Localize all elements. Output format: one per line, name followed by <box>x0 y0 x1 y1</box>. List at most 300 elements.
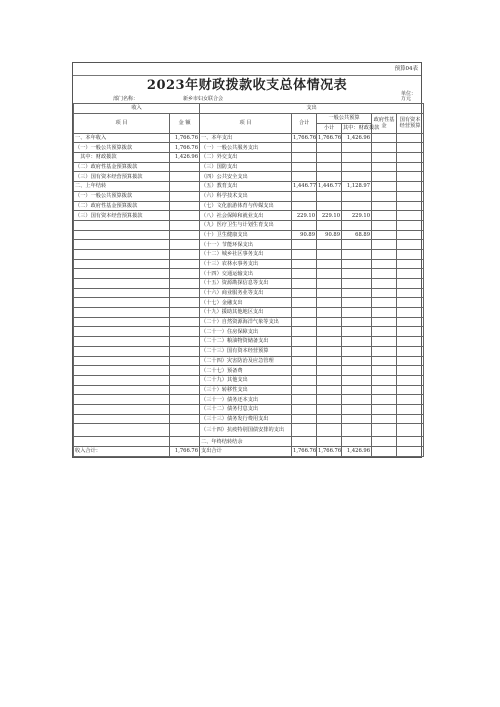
income-item-header: 项 目 <box>74 113 170 133</box>
total-cell <box>292 298 317 308</box>
financial-cell <box>342 437 372 447</box>
income-item-cell <box>74 414 170 424</box>
income-amount-cell: 1,426.96 <box>170 153 200 163</box>
table-row <box>74 327 424 337</box>
income-item-cell: 二、上年结转 <box>74 182 170 192</box>
total-cell <box>292 172 317 182</box>
expense-item-cell: （十二）城乡社区事务支出 <box>200 249 292 259</box>
state-capital-cell <box>397 172 424 182</box>
subtotal-cell <box>317 201 342 211</box>
gov-fund-cell <box>372 385 397 395</box>
subtotal-cell: 1,766.76 <box>318 135 342 142</box>
income-item-cell <box>74 424 170 437</box>
financial-cell <box>342 201 372 211</box>
income-amount-cell <box>170 375 200 385</box>
gov-fund-cell <box>372 201 397 211</box>
general-budget-header: 一般公共预算 <box>317 113 372 123</box>
gov-fund-cell <box>372 298 397 308</box>
state-capital-cell <box>397 279 424 289</box>
financial-cell <box>342 288 372 298</box>
income-item-cell <box>74 317 170 327</box>
expense-item-cell: （二十三）国有资本经营预算 <box>200 346 292 356</box>
expense-item-cell: （二十二）粮油物资储备支出 <box>200 337 292 347</box>
subtotal-cell <box>317 424 342 437</box>
income-item-cell <box>74 259 170 269</box>
table-row <box>74 437 424 447</box>
income-item-cell <box>74 366 170 376</box>
financial-cell <box>342 308 372 318</box>
subtotal-cell <box>317 375 342 385</box>
total-cell <box>292 346 317 356</box>
table-row <box>74 211 424 221</box>
expense-item-cell: （五）教育支出 <box>200 182 292 192</box>
table-row <box>74 375 424 385</box>
subtotal-cell <box>317 279 342 289</box>
financial-cell <box>342 375 372 385</box>
financial-cell <box>342 317 372 327</box>
state-capital-cell <box>397 437 424 447</box>
income-item-cell <box>74 404 170 414</box>
state-capital-cell <box>397 249 424 259</box>
gov-fund-cell <box>372 366 397 376</box>
income-item-cell <box>74 308 170 318</box>
income-amount-cell <box>170 317 200 327</box>
total-cell <box>292 279 317 289</box>
expense-item-cell: （三十二）债务付息支出 <box>200 404 292 414</box>
table-row <box>74 288 424 298</box>
income-item-cell: （三）国有资本经营预算拨款 <box>74 172 170 182</box>
subtotal-cell <box>317 366 342 376</box>
income-amount-cell <box>170 211 200 221</box>
expense-item-cell: （八）社会保障和就业支出 <box>200 211 292 221</box>
expense-item-cell: （十六）商业服务业等支出 <box>200 288 292 298</box>
total-cell <box>292 385 317 395</box>
income-amount-cell: 1,766.76 <box>170 133 200 143</box>
expense-total-cell: 1,766.76 <box>293 448 317 455</box>
subtotal-cell <box>317 240 342 250</box>
expense-financial-cell: 1,426.96 <box>342 447 372 457</box>
gov-fund-cell <box>372 230 397 240</box>
state-capital-cell <box>397 201 424 211</box>
gov-fund-cell <box>372 191 397 201</box>
subtotal-cell <box>317 191 342 201</box>
state-capital-cell <box>397 308 424 318</box>
subtotal-cell <box>317 249 342 259</box>
total-cell <box>292 220 317 230</box>
table-row <box>74 366 424 376</box>
income-item-cell <box>74 356 170 366</box>
financial-cell <box>342 298 372 308</box>
state-capital-cell <box>397 346 424 356</box>
financial-cell <box>342 424 372 437</box>
income-amount-cell: 1,766.76 <box>170 143 200 153</box>
expense-item-cell: （三十四）抗疫特别国债安排的支出 <box>200 424 292 437</box>
table-row <box>74 279 424 289</box>
financial-cell <box>342 395 372 405</box>
income-item-cell: （二）政府性基金预算拨款 <box>74 201 170 211</box>
table-row <box>74 162 424 172</box>
expense-item-header: 项 目 <box>200 113 292 133</box>
subtotal-cell <box>317 346 342 356</box>
expense-item-cell: （三十）转移性支出 <box>200 385 292 395</box>
gov-fund-cell <box>372 395 397 405</box>
expense-item-cell: （十）卫生健康支出 <box>200 230 292 240</box>
subtotal-cell <box>317 288 342 298</box>
total-cell <box>292 259 317 269</box>
subtotal-cell <box>317 317 342 327</box>
financial-cell <box>342 153 372 163</box>
income-amount-cell <box>170 172 200 182</box>
financial-cell <box>342 356 372 366</box>
total-cell <box>292 404 317 414</box>
income-amount-cell <box>170 308 200 318</box>
financial-cell: 68.89 <box>342 230 372 240</box>
expense-item-cell: （二十）自然资源海洋气象等支出 <box>200 317 292 327</box>
subtotal-cell <box>317 162 342 172</box>
subtotal-cell <box>317 395 342 405</box>
income-amount-cell <box>170 259 200 269</box>
gov-fund-cell <box>372 279 397 289</box>
income-amount-cell <box>170 437 200 447</box>
income-amount-cell <box>170 337 200 347</box>
table-row <box>74 143 424 153</box>
total-cell <box>292 191 317 201</box>
total-cell: 1,766.76 <box>293 135 317 142</box>
gov-fund-cell <box>372 259 397 269</box>
total-cell <box>292 153 317 163</box>
income-item-cell <box>74 385 170 395</box>
income-amount-cell <box>170 346 200 356</box>
totals-row <box>74 447 424 457</box>
income-amount-cell <box>170 366 200 376</box>
income-item-cell <box>74 230 170 240</box>
financial-cell <box>342 385 372 395</box>
table-row <box>74 201 424 211</box>
expense-item-cell: （十一）节能环保支出 <box>200 240 292 250</box>
financial-cell <box>342 269 372 279</box>
subtotal-cell <box>317 404 342 414</box>
expense-total-label: 支出合计 <box>200 447 292 457</box>
income-item-cell <box>74 327 170 337</box>
expense-item-cell: （三十三）债务发行费用支出 <box>200 414 292 424</box>
financial-cell <box>342 337 372 347</box>
income-amount-cell <box>170 424 200 437</box>
income-item-cell <box>74 437 170 447</box>
total-cell <box>292 424 317 437</box>
total-cell <box>292 308 317 318</box>
income-item-cell <box>74 269 170 279</box>
budget-table <box>73 103 424 457</box>
state-capital-cell <box>397 356 424 366</box>
income-amount-cell <box>170 220 200 230</box>
total-header: 合计 <box>292 113 317 133</box>
total-cell <box>292 327 317 337</box>
income-item-cell: 一、本年收入 <box>74 133 170 143</box>
income-amount-header: 金 额 <box>170 113 200 133</box>
expense-item-cell: （一）一般公共服务支出 <box>200 143 292 153</box>
table-row <box>74 424 424 437</box>
income-amount-cell <box>170 201 200 211</box>
table-frame <box>72 62 422 458</box>
gov-fund-cell <box>372 317 397 327</box>
financial-cell <box>342 366 372 376</box>
subtotal-cell: 90.89 <box>317 230 342 240</box>
income-item-cell: 其中：财政拨款 <box>74 153 170 163</box>
income-item-cell <box>74 375 170 385</box>
state-capital-cell <box>397 211 424 221</box>
income-item-cell: （一）一般公共预算拨款 <box>74 143 170 153</box>
financial-cell <box>342 327 372 337</box>
expense-item-cell: （二）外交支出 <box>200 153 292 163</box>
income-item-cell <box>74 395 170 405</box>
gov-fund-cell <box>372 172 397 182</box>
income-header: 收入 <box>74 104 200 114</box>
state-capital-cell <box>397 133 424 143</box>
income-amount-cell <box>170 269 200 279</box>
expense-item-cell: （十九）援助其他地区支出 <box>200 308 292 318</box>
state-capital-cell <box>397 162 424 172</box>
table-row <box>74 414 424 424</box>
gov-fund-cell <box>372 346 397 356</box>
state-capital-cell <box>397 182 424 192</box>
total-cell <box>292 249 317 259</box>
gov-fund-cell <box>372 143 397 153</box>
subtotal-cell <box>317 172 342 182</box>
income-amount-cell <box>170 182 200 192</box>
expense-item-cell: （三十一）债务还本支出 <box>200 395 292 405</box>
table-row <box>74 172 424 182</box>
income-item-cell <box>74 249 170 259</box>
income-item-cell <box>74 346 170 356</box>
state-capital-cell <box>397 414 424 424</box>
financial-cell <box>342 249 372 259</box>
state-capital-cell <box>397 153 424 163</box>
total-cell: 90.89 <box>292 230 317 240</box>
total-cell <box>292 288 317 298</box>
gov-fund-header: 政府性基金 <box>372 113 397 133</box>
table-row <box>74 395 424 405</box>
expense-item-cell: 二、年终结转结余 <box>200 437 292 447</box>
state-capital-cell <box>397 288 424 298</box>
subtotal-cell <box>317 269 342 279</box>
income-item-cell: （三）国有资本经营预算拨款 <box>74 211 170 221</box>
subtotal-cell <box>317 414 342 424</box>
income-item-cell <box>74 298 170 308</box>
state-capital-cell <box>397 337 424 347</box>
table-row <box>74 240 424 250</box>
gov-fund-cell <box>372 288 397 298</box>
expense-item-cell: （二十一）住房保障支出 <box>200 327 292 337</box>
total-cell: 229.10 <box>292 211 317 221</box>
expense-item-cell: （二十四）灾害防治及应急管理 <box>200 356 292 366</box>
income-amount-cell <box>170 327 200 337</box>
financial-cell <box>342 240 372 250</box>
total-cell <box>292 143 317 153</box>
gov-fund-cell <box>372 211 397 221</box>
financial-cell <box>342 143 372 153</box>
page-title: 2023年财政拨款收支总体情况表 <box>146 78 348 93</box>
financial-cell <box>342 414 372 424</box>
state-capital-cell <box>397 298 424 308</box>
expense-item-cell: （三）国防支出 <box>200 162 292 172</box>
gov-fund-cell <box>372 308 397 318</box>
expense-item-cell: （十五）资源勘探信息等支出 <box>200 279 292 289</box>
state-capital-cell <box>397 317 424 327</box>
income-total-amount: 1,766.76 <box>170 447 200 457</box>
state-capital-cell <box>397 395 424 405</box>
income-amount-cell <box>170 230 200 240</box>
financial-cell <box>342 191 372 201</box>
subtotal-cell <box>317 153 342 163</box>
state-capital-cell <box>397 259 424 269</box>
table-row <box>74 133 424 143</box>
subtotal-cell <box>317 308 342 318</box>
expense-header: 支出 <box>200 104 424 114</box>
income-amount-cell <box>170 191 200 201</box>
total-cell <box>292 162 317 172</box>
financial-cell: 229.10 <box>342 211 372 221</box>
total-cell <box>292 437 317 447</box>
gov-fund-cell <box>372 356 397 366</box>
table-row <box>74 346 424 356</box>
gov-fund-cell <box>372 182 397 192</box>
gov-fund-total-cell <box>372 447 397 457</box>
subtotal-cell <box>317 259 342 269</box>
financial-cell <box>342 172 372 182</box>
total-cell <box>292 317 317 327</box>
gov-fund-cell <box>372 220 397 230</box>
state-capital-cell <box>397 191 424 201</box>
table-row <box>74 220 424 230</box>
table-row <box>74 317 424 327</box>
subtotal-cell <box>317 337 342 347</box>
budget-sheet <box>72 62 422 458</box>
income-amount-cell <box>170 404 200 414</box>
expense-item-cell: （十四）交通运输支出 <box>200 269 292 279</box>
table-row <box>74 404 424 414</box>
income-amount-cell <box>170 240 200 250</box>
financial-cell <box>342 404 372 414</box>
gov-fund-cell <box>372 153 397 163</box>
subtotal-cell: 229.10 <box>317 211 342 221</box>
income-amount-cell <box>170 249 200 259</box>
table-row <box>74 385 424 395</box>
expense-item-cell: （六）科学技术支出 <box>200 191 292 201</box>
financial-cell <box>342 279 372 289</box>
form-code-bar <box>73 63 421 76</box>
subtotal-cell <box>317 327 342 337</box>
subtotal-cell <box>317 220 342 230</box>
table-row <box>74 182 424 192</box>
expense-item-cell: （二十九）其他支出 <box>200 375 292 385</box>
income-amount-cell <box>170 162 200 172</box>
gov-fund-cell <box>372 424 397 437</box>
subtotal-cell <box>317 437 342 447</box>
income-amount-cell <box>170 395 200 405</box>
gov-fund-cell <box>372 437 397 447</box>
unit-label: 单位：万元 <box>401 91 417 102</box>
subtotal-header: 小计 <box>317 123 342 133</box>
income-item-cell: （一）一般公共预算拨款 <box>74 191 170 201</box>
financial-cell <box>342 220 372 230</box>
total-cell <box>292 414 317 424</box>
income-item-cell: （二）政府性基金预算拨款 <box>74 162 170 172</box>
income-item-cell <box>74 220 170 230</box>
income-total-label: 收入合计： <box>74 447 170 457</box>
total-cell <box>292 395 317 405</box>
income-item-cell <box>74 337 170 347</box>
state-capital-cell <box>397 404 424 414</box>
income-item-cell <box>74 288 170 298</box>
subtotal-cell <box>317 298 342 308</box>
gov-fund-cell <box>372 249 397 259</box>
expense-item-cell: （九）医疗卫生与计划生育支出 <box>200 220 292 230</box>
subtotal-cell <box>317 385 342 395</box>
table-row <box>74 249 424 259</box>
table-row <box>74 230 424 240</box>
total-cell <box>292 356 317 366</box>
income-amount-cell <box>170 298 200 308</box>
gov-fund-cell <box>372 240 397 250</box>
state-capital-cell <box>397 424 424 437</box>
subtotal-cell <box>317 143 342 153</box>
income-item-cell <box>74 240 170 250</box>
state-capital-cell <box>397 375 424 385</box>
state-capital-cell <box>397 327 424 337</box>
total-cell <box>292 269 317 279</box>
dept-name: 新乡市妇女联合会 <box>183 96 224 102</box>
gov-fund-cell <box>372 327 397 337</box>
expense-item-cell: （十七）金融支出 <box>200 298 292 308</box>
total-cell <box>292 201 317 211</box>
state-capital-total-cell <box>397 447 424 457</box>
total-cell <box>292 240 317 250</box>
total-cell <box>292 375 317 385</box>
financial-cell: 1,426.96 <box>342 133 372 143</box>
table-row <box>74 259 424 269</box>
gov-fund-cell <box>372 269 397 279</box>
state-capital-cell <box>397 240 424 250</box>
expense-item-cell: （七）文化旅游体育与传媒支出 <box>200 201 292 211</box>
financial-cell <box>342 346 372 356</box>
table-row <box>74 153 424 163</box>
expense-item-cell: 一、本年支出 <box>200 133 292 143</box>
total-cell <box>292 366 317 376</box>
total-cell: 1,446.77 <box>293 183 317 190</box>
income-amount-cell <box>170 279 200 289</box>
subtotal-cell <box>317 356 342 366</box>
expense-item-cell: （二十七）预备费 <box>200 366 292 376</box>
expense-subtotal-cell: 1,766.76 <box>318 448 342 455</box>
form-code: 预算04表 <box>394 66 418 72</box>
subtotal-cell: 1,446.77 <box>318 183 342 190</box>
gov-fund-cell <box>372 133 397 143</box>
income-item-cell <box>74 279 170 289</box>
dept-label: 部门名称： <box>113 96 139 102</box>
table-row <box>74 298 424 308</box>
dept-row <box>73 91 421 103</box>
gov-fund-cell <box>372 162 397 172</box>
gov-fund-cell <box>372 404 397 414</box>
state-capital-cell <box>397 143 424 153</box>
state-capital-cell <box>397 366 424 376</box>
state-capital-cell <box>397 385 424 395</box>
table-row <box>74 337 424 347</box>
financial-cell: 1,128.97 <box>342 182 372 192</box>
gov-fund-cell <box>372 375 397 385</box>
state-capital-cell <box>397 230 424 240</box>
table-row <box>74 269 424 279</box>
